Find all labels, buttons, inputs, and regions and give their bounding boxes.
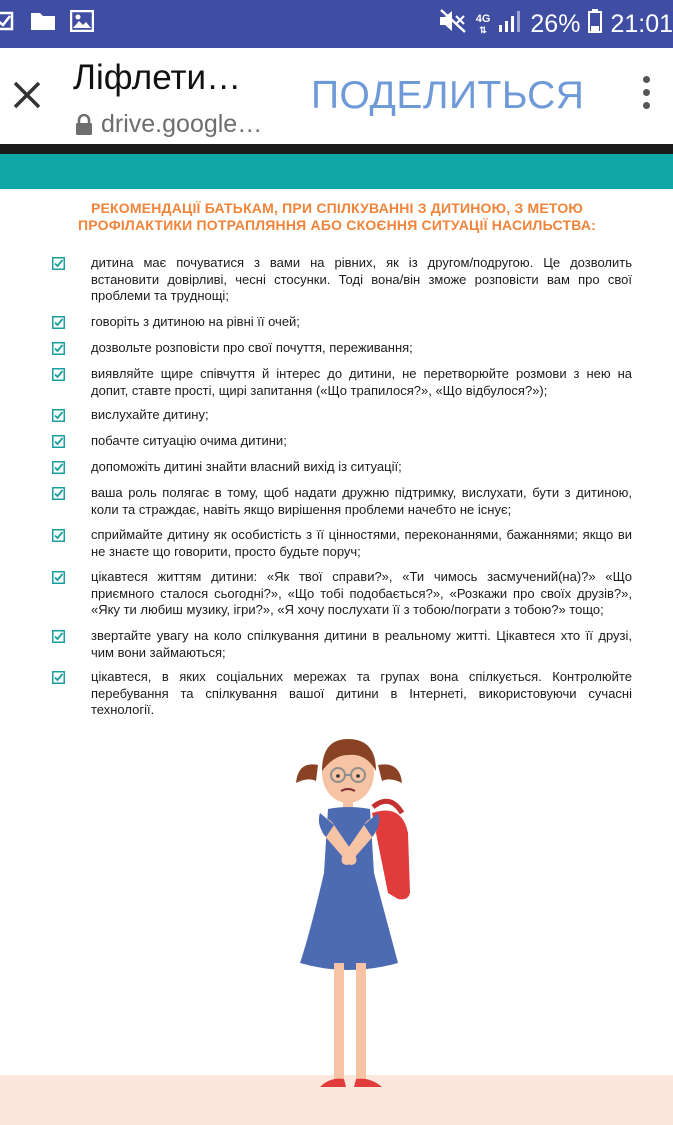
checkbox-icon xyxy=(52,487,65,500)
page-title: Ліфлети… xyxy=(73,58,242,97)
checkbox-icon xyxy=(52,368,65,381)
checkbox-icon xyxy=(52,529,65,542)
list-item-text: вислухайте дитину; xyxy=(91,407,209,422)
checkbox-icon xyxy=(52,630,65,643)
share-button[interactable]: ПОДЕЛИТЬСЯ xyxy=(311,74,585,117)
close-icon xyxy=(10,78,44,112)
status-bar-notifications xyxy=(0,10,94,37)
list-item-text: допоможіть дитині знайти власний вихід із ситуації; xyxy=(91,459,402,474)
checkbox-icon xyxy=(52,409,65,422)
document-heading xyxy=(64,200,610,234)
list-item-text: виявляйте щире співчуття й інтерес до дитини, не перетворюйте розмови з нею на допит, ставте прості, щирі запитання («Що трапилося?», «Що відбулося?»); xyxy=(91,366,632,398)
list-item-text: цікавтеся, в яких соціальних мережах та групах вона спілкується. Контролюйте перебування та спілкування вашої дитини в Інтернеті, використовуючи сучасні технології. xyxy=(91,669,632,717)
checkbox-notification-icon xyxy=(0,10,16,37)
heading-line: РЕКОМЕНДАЦІЇ БАТЬКАМ, ПРИ СПІЛКУВАННІ З ДИТИНОЮ, З МЕТОЮ xyxy=(90,200,584,216)
status-bar xyxy=(0,0,673,48)
checkbox-icon xyxy=(52,342,65,355)
more-options-icon[interactable] xyxy=(636,76,656,116)
list-item-text: звертайте увагу на коло спілкування дитини в реальному житті. Цікавтеся хто її друзі, чим вони займаються; xyxy=(91,628,632,660)
checkbox-icon xyxy=(52,257,65,270)
checkbox-icon xyxy=(52,461,65,474)
status-bar-system xyxy=(438,8,673,41)
list-item-text: ваша роль полягає в тому, щоб надати дружню підтримку, вислухати, бути з дитиною, коли та страждає, навіть якщо вирішення проблеми начебто не існує; xyxy=(91,485,632,517)
battery-icon xyxy=(588,9,602,40)
list-item-text: цікавтеся життям дитини: «Як твої справи?», «Ти чимось засмучений(на)?» «Що приємного сталося сьогодні?», «Що тобі подобається?», «Розкажи про своїх друзів?», «Яку ти любиш музику, ігри?», «Я хочу послухати її з тобою/пограти з тобою?» тощо; xyxy=(91,569,632,617)
app-bar xyxy=(0,48,673,144)
url-bar xyxy=(75,110,262,139)
signal-icon xyxy=(498,9,522,40)
checkbox-icon xyxy=(52,316,65,329)
checkbox-icon xyxy=(52,671,65,684)
list-item-text: дитина має почуватися з вами на рівних, як із другом/подругою. Це дозволить встановити довірливі, чесні стосунки. Тоді вона/він зможе розповісти вам про свої проблеми та труднощі; xyxy=(91,255,632,303)
list-item-text: сприймайте дитину як особистість з її цінностями, переконаннями, бажаннями; якщо ви не знаєте що говорити, просто будьте поруч; xyxy=(91,527,632,559)
battery-level: 26% xyxy=(530,10,581,38)
girl-illustration xyxy=(290,733,420,1098)
checkbox-icon xyxy=(52,571,65,584)
checkbox-icon xyxy=(52,435,65,448)
network-type: 4G ⇅ xyxy=(475,12,491,35)
mute-icon xyxy=(438,8,468,41)
list-item-text: дозвольте розповісти про свої почуття, переживання; xyxy=(91,340,413,355)
image-icon xyxy=(70,10,94,37)
heading-line: ПРОФІЛАКТИКИ ПОТРАПЛЯННЯ АБО СКОЄННЯ СИТУАЦІЇ НАСИЛЬСТВА: xyxy=(77,217,596,233)
lock-icon xyxy=(75,114,93,136)
folder-icon xyxy=(30,10,56,37)
list-item-text: побачте ситуацію очима дитини; xyxy=(91,433,287,448)
clock: 21:01 xyxy=(610,10,673,38)
url-text: drive.google… xyxy=(101,110,263,138)
document-header-band xyxy=(0,154,673,189)
list-item-text: говоріть з дитиною на рівні її очей; xyxy=(91,314,300,329)
close-button[interactable] xyxy=(10,78,44,112)
toolbar-divider xyxy=(0,144,673,154)
